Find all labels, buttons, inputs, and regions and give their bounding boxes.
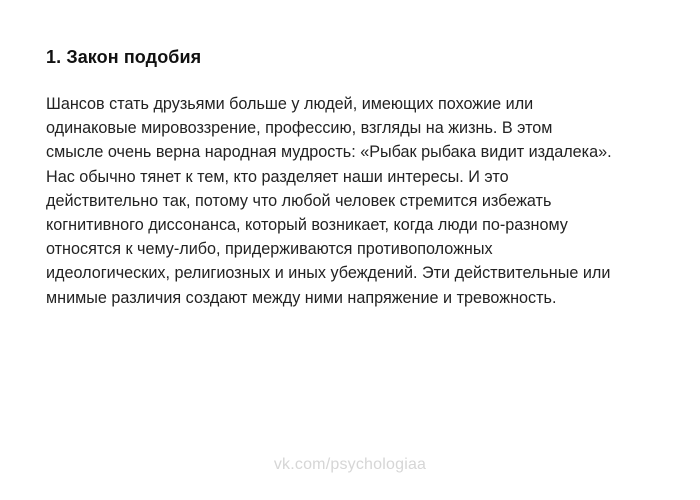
paragraph-line: идеологических, религиозных и иных убеждений. Эти действительные или (46, 264, 611, 283)
paragraph-line: когнитивного диссонанса, который возникает, когда люди по-разному (46, 216, 568, 235)
watermark-text: vk.com/psychologiaa (273, 456, 427, 473)
body-paragraph (46, 92, 666, 310)
paragraph-line: действительно так, потому что любой человек стремится избежать (46, 191, 552, 210)
paragraph-line: мнимые различия создают между ними напряжение и тревожность. (46, 288, 557, 307)
paragraph-line: относятся к чему-либо, придерживаются противоположных (46, 240, 493, 259)
paragraph-line: Нас обычно тянет к тем, кто разделяет наши интересы. И это (46, 167, 509, 186)
paragraph-line: одинаковые мировоззрение, профессию, взгляды на жизнь. В этом (46, 119, 553, 138)
section-heading: 1. Закон подобия (46, 47, 202, 67)
paragraph-line: Шансов стать друзьями больше у людей, имеющих похожие или (46, 95, 534, 113)
paragraph-line: смысле очень верна народная мудрость: «Рыбак рыбака видит издалека». (46, 143, 612, 162)
